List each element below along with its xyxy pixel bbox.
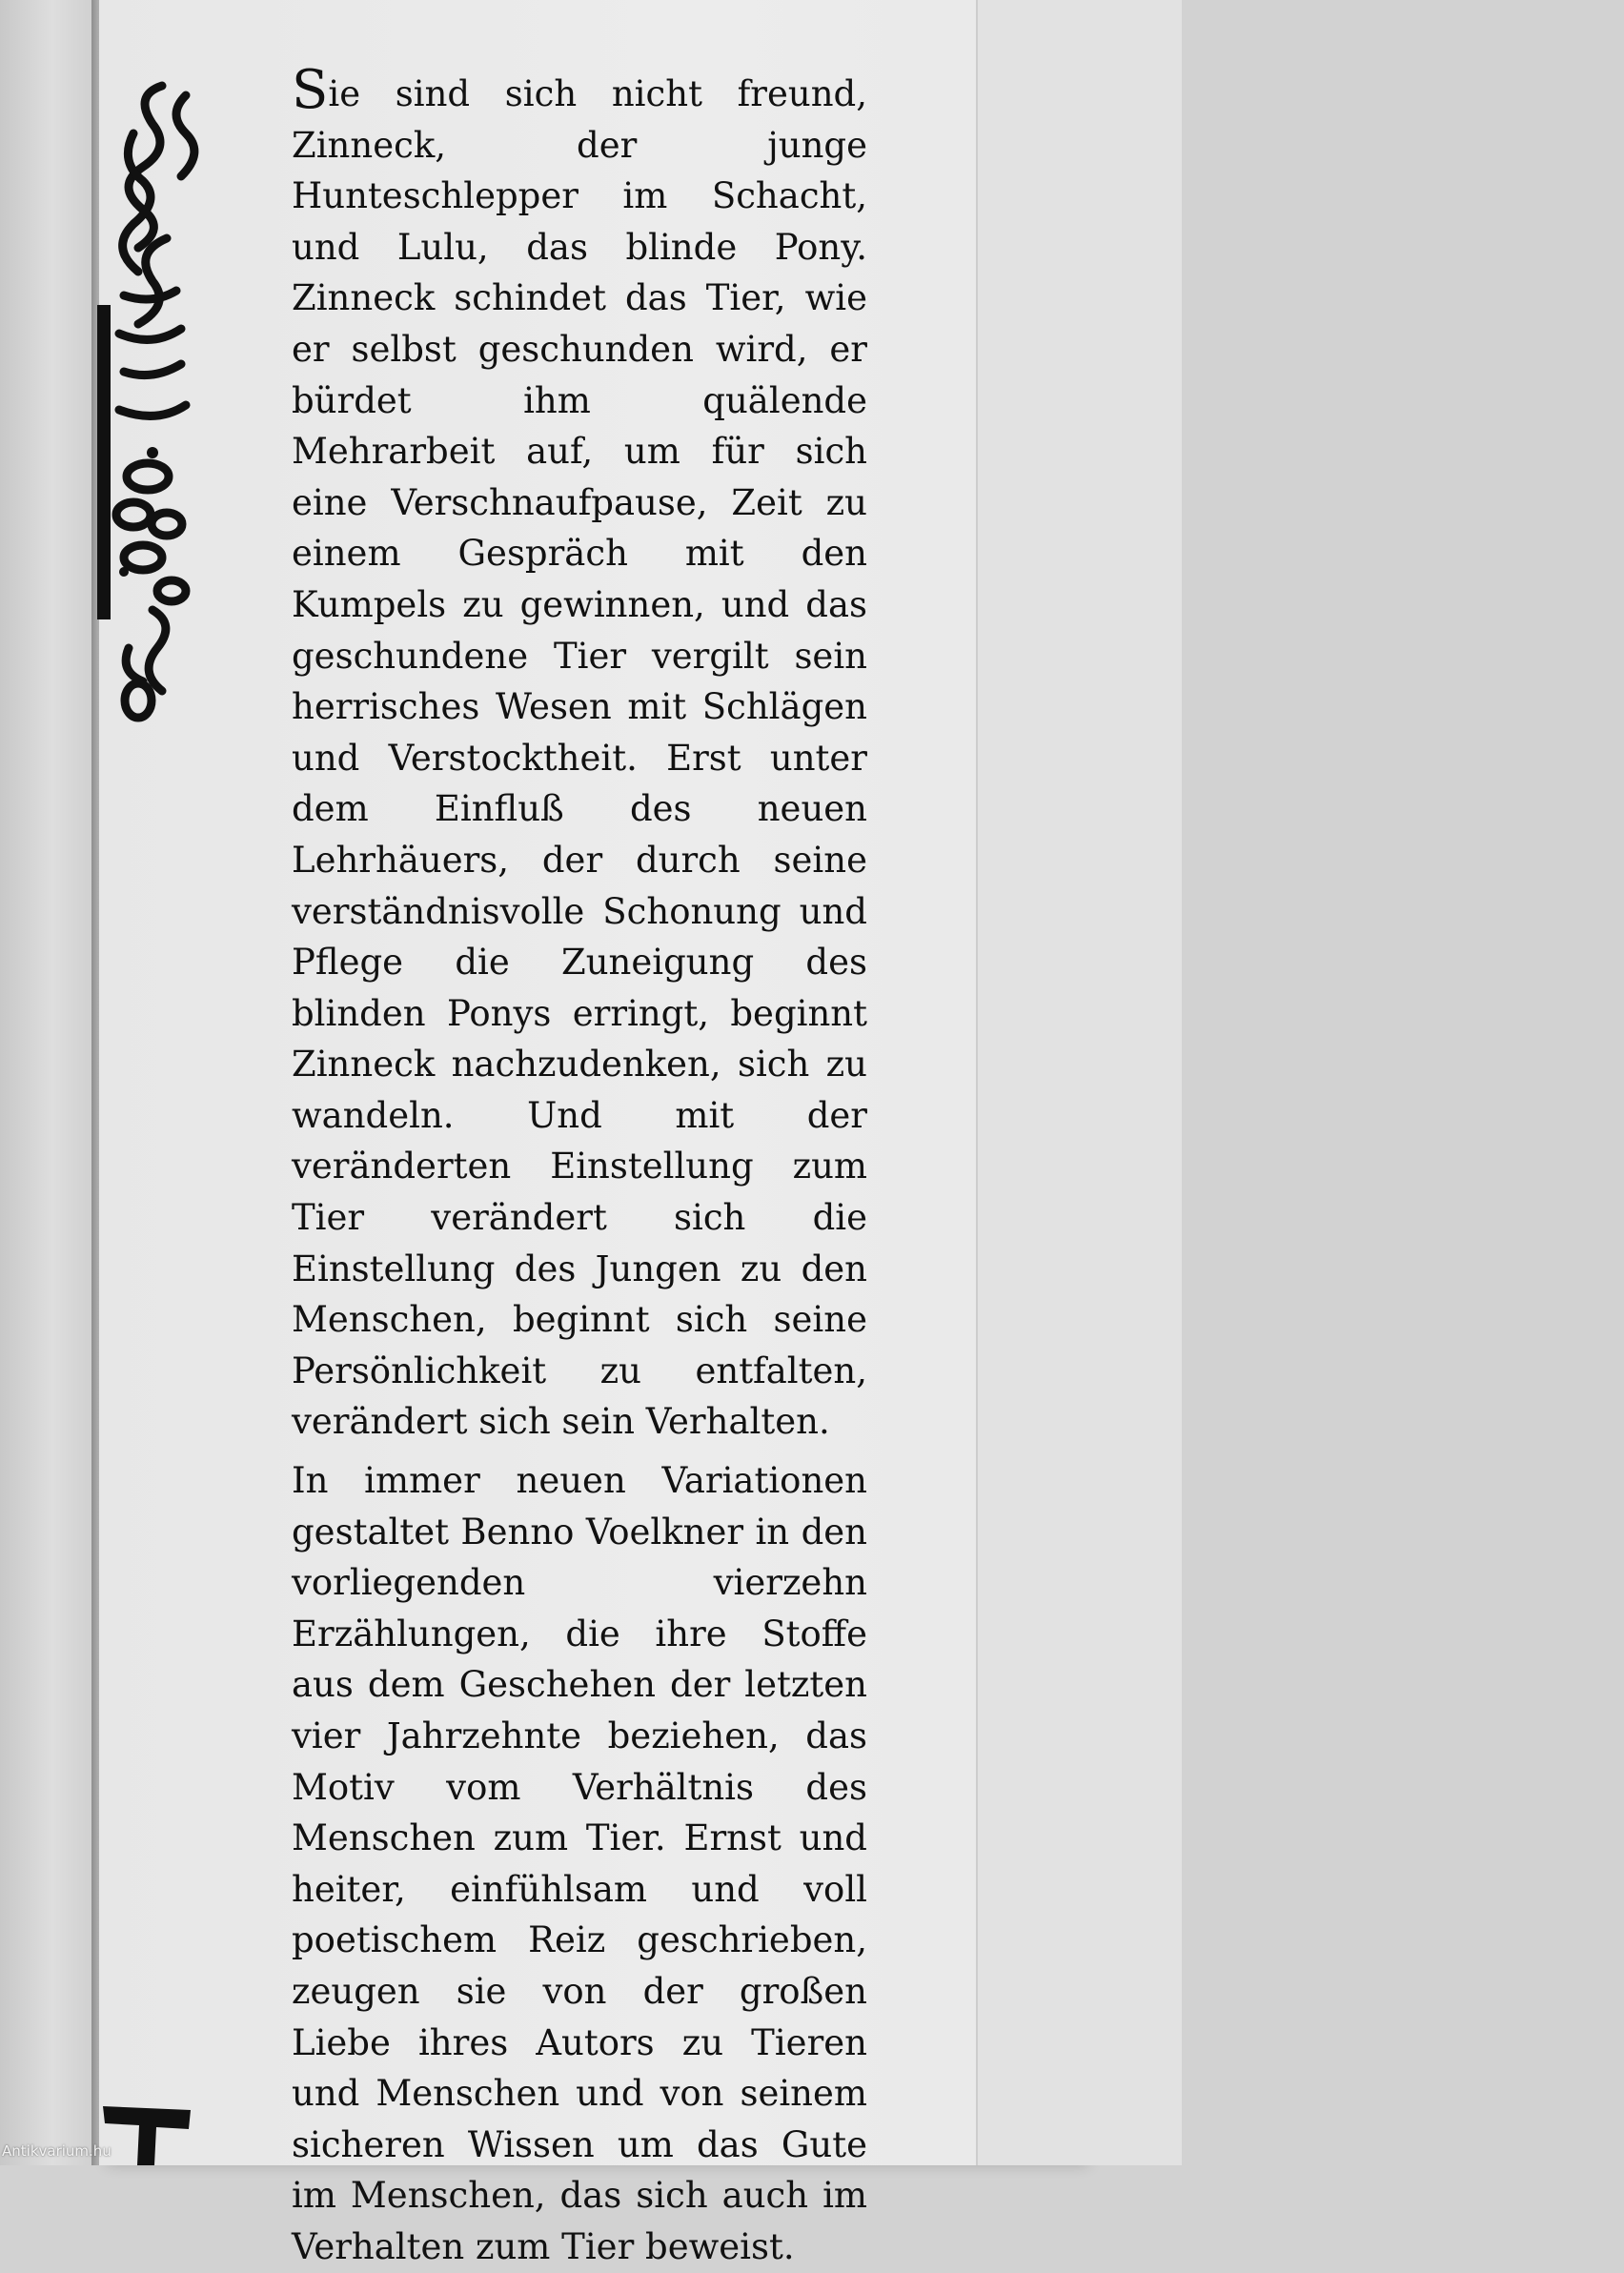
drop-cap: S <box>292 59 329 121</box>
ornament-illustration <box>95 76 200 734</box>
paragraph-1-text: ie sind sich nicht freund, Zinneck, der junge Hunteschlepper im Schacht, und Lulu, das blinde Pony. Zinneck schindet das Tier, wie er selbst geschunden wird, er bürdet ihm quälende Mehrarbeit auf, um für sich eine Verschnaufpause, Zeit zu einem Gespräch mit den Kumpels zu gewinnen, und das geschundene Tier vergilt sein herrisches Wesen mit Schlägen und Verstocktheit. Erst unter dem Einfluß des neuen Lehrhäuers, der durch seine verständnisvolle Schonung und Pflege die Zuneigung des blinden Ponys erringt, beginnt Zinneck nachzudenken, sich zu wandeln. Und mit der veränderten Einstellung zum Tier verändert sich die Einstellung des Jungen zu den Menschen, beginnt sich seine Persönlichkeit zu entfalten, verändert sich sein Verhalten. <box>292 73 867 1443</box>
ornament-fragment <box>99 2097 194 2165</box>
inner-sheet-edge <box>976 0 1182 2165</box>
watermark: Antikvarium.hu <box>2 2142 112 2160</box>
blurb-paragraph-1 <box>292 59 867 1448</box>
blurb-text <box>292 59 867 2273</box>
blurb-paragraph-2: In immer neuen Variationen gestaltet Benno Voelkner in den vorliegenden vierzehn Erzählungen, die ihre Stoffe aus dem Geschehen der letzten vier Jahrzehnte beziehen, das Motiv vom Verhältnis des Menschen zum Tier. Ernst und heiter, einfühlsam und voll poetischem Reiz geschrieben, zeugen sie von der großen Liebe ihres Autors zu Tieren und Menschen und von seinem sicheren Wissen um das Gute im Menschen, das sich auch im Verhalten zum Tier beweist. <box>292 1460 867 2267</box>
book-spine <box>0 0 95 2165</box>
